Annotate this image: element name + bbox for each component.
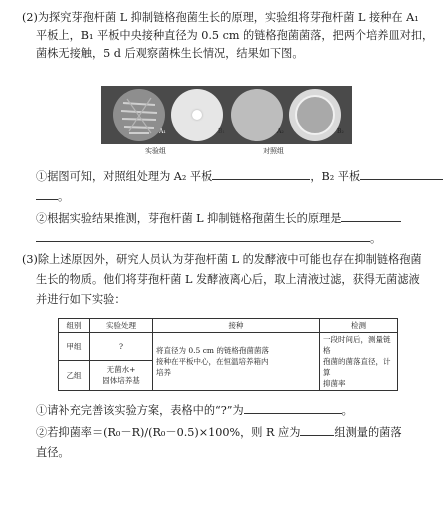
group-cell-a: 甲组 <box>59 333 90 361</box>
streak-pattern-icon <box>113 89 165 141</box>
q2-question1-cont <box>36 188 69 204</box>
dish-b2 <box>289 89 341 141</box>
table-row <box>59 333 398 361</box>
q2-intro-line1: (2)为探究芽孢杆菌 L 抑制链格孢菌生长的原理，实验组将芽孢杆菌 L 接种在 A₁ <box>22 11 419 24</box>
experiment-table <box>58 318 398 391</box>
detection-line: 孢菌的菌落直径，计算 <box>323 357 391 377</box>
label-b2: B₂ <box>337 128 344 135</box>
treatment-cell-b <box>90 360 153 390</box>
treatment-line: 无菌水+ <box>106 365 136 375</box>
q3-intro-line3: 并进行如下实验： <box>36 293 126 306</box>
treatment-line: 固体培养基 <box>102 376 140 386</box>
caption-control: 对照组 <box>263 147 284 155</box>
q3-question1 <box>36 402 353 418</box>
inoculation-line: 将直径为 0.5 cm 的链格孢菌菌落 <box>156 346 269 355</box>
group-cell-b: 乙组 <box>59 360 90 390</box>
q2-intro-line2: 平板上，B₁ 平板中央接种直径为 0.5 cm 的链格孢菌菌落，把两个培养皿对扣， <box>36 29 434 42</box>
q3-question1-text: ①请补充完善该实验方案，表格中的“?”为 <box>36 404 244 417</box>
q3-intro-line2: 生长的物质。他们将芽孢杆菌 L 发酵液离心后，取上清液过滤，获得无菌滤液 <box>36 273 420 286</box>
label-a2: A₂ <box>277 128 284 135</box>
table-header: 检测 <box>320 319 398 333</box>
q2-question2 <box>36 210 401 226</box>
inoculation-line: 培养 <box>156 368 171 377</box>
q3-question2-cont: 直径。 <box>36 446 70 459</box>
table-header: 实验处理 <box>90 319 153 333</box>
table-header: 组别 <box>59 319 90 333</box>
answer-blank-a2[interactable] <box>212 168 310 180</box>
answer-blank-principle-cont[interactable] <box>36 230 370 242</box>
detection-line: 抑菌率 <box>323 379 346 388</box>
answer-blank-b2-cont[interactable] <box>36 188 58 200</box>
q3-question2-text: ②若抑菌率＝(R₀－R)/(R₀－0.5)×100%，则 R 应为 <box>36 426 301 439</box>
inoculation-cell <box>153 333 320 391</box>
q3-question2-mid: 组测量的菌落 <box>334 426 402 439</box>
q3-question2 <box>36 424 402 440</box>
answer-blank-treatment[interactable] <box>244 402 342 414</box>
caption-experimental: 实验组 <box>145 147 166 155</box>
q2-question2-text: ②根据实验结果推测，芽孢杆菌 L 抑制链格孢菌生长的原理是 <box>36 212 342 225</box>
petri-dish-photo <box>101 86 352 144</box>
dish-a2 <box>231 89 283 141</box>
answer-blank-b2[interactable] <box>360 168 443 180</box>
dish-a1 <box>113 89 165 141</box>
q3-intro-line1: (3)除上述原因外，研究人员认为芽孢杆菌 L 的发酵液中可能也存在抑制链格孢菌 <box>22 253 422 266</box>
detection-line: 一段时间后，测量链格 <box>323 335 391 355</box>
answer-blank-principle[interactable] <box>341 210 401 222</box>
label-b1: B₁ <box>218 128 225 135</box>
label-a1: A₁ <box>159 128 166 135</box>
table-header: 接种 <box>153 319 320 333</box>
small-colony-icon <box>192 110 202 120</box>
q2-question1 <box>36 168 443 184</box>
inoculation-line: 接种在平板中心，在恒温培养箱内 <box>156 357 269 366</box>
dish-b1 <box>171 89 223 141</box>
large-colony-icon <box>295 95 335 135</box>
q2-intro-line3: 菌株无接触，5 d 后观察菌株生长情况，结果如下图。 <box>36 47 304 60</box>
q2-question1-mid: ，B₂ 平板 <box>310 170 361 183</box>
answer-blank-group[interactable] <box>300 424 334 436</box>
treatment-cell-a: ? <box>90 333 153 361</box>
q3-question1-end: 。 <box>341 404 353 417</box>
table-header-row <box>59 319 398 333</box>
q2-question2-end: 。 <box>370 232 382 245</box>
q2-question2-cont <box>36 230 381 246</box>
q2-question1-end: 。 <box>58 190 70 203</box>
detection-cell <box>320 333 398 391</box>
q2-question1-text: ①据图可知，对照组处理为 A₂ 平板 <box>36 170 213 183</box>
